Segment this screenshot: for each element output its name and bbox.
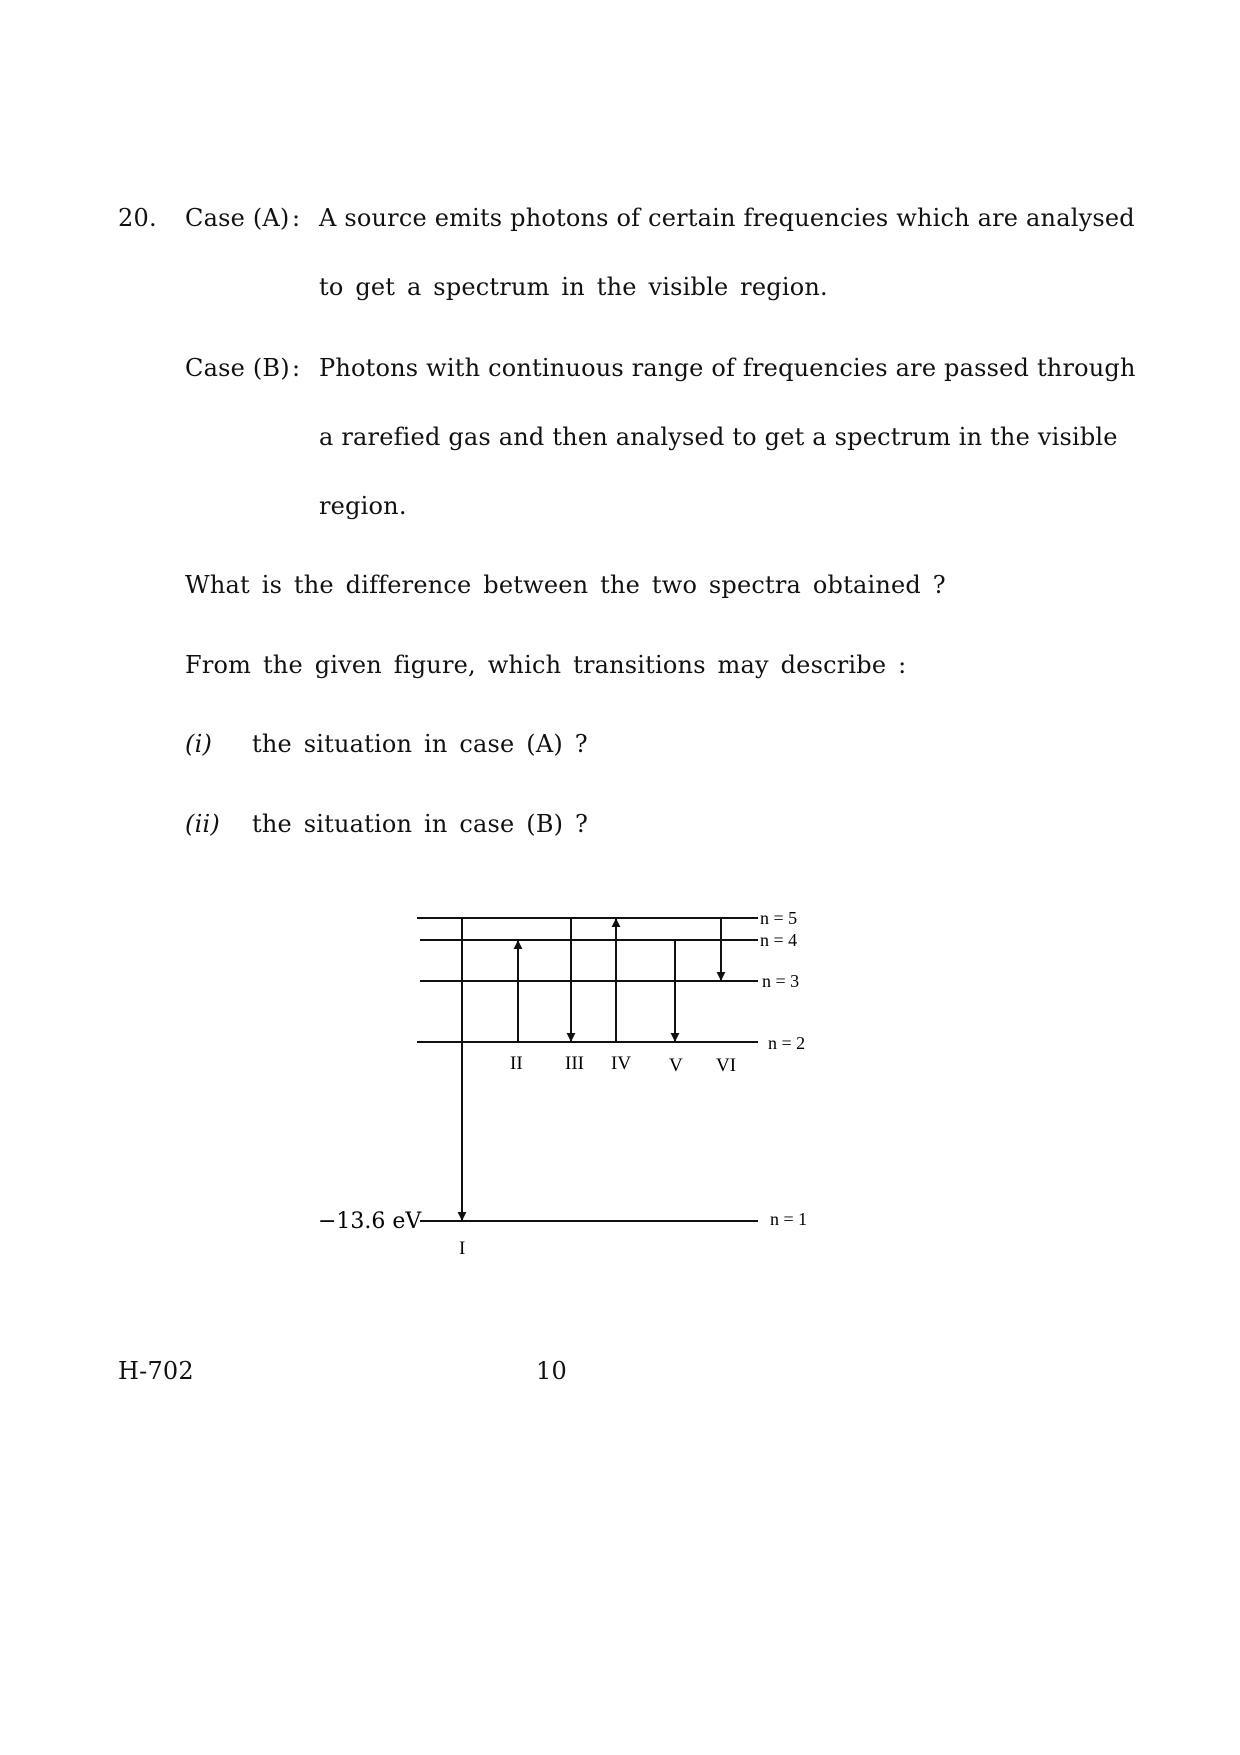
level-label-n3: n = 3 [762,971,800,991]
case-a-label: Case (A) [185,204,290,232]
page-number: 10 [536,1357,567,1385]
transition-label-iii: III [565,1053,584,1074]
case-a-colon: : [292,204,301,232]
case-b-label: Case (B) [185,354,290,382]
part-ii-marker: (ii) [185,810,220,838]
transition-label-ii: II [510,1053,523,1074]
transition-label-vi: VI [716,1055,737,1076]
level-label-n2: n = 2 [768,1033,806,1053]
prompt-transitions: From the given figure, which transitions may describe : [185,651,907,679]
part-ii-text: the situation in case (B) ? [252,810,589,838]
prompt-difference: What is the difference between the two spectra obtained ? [185,571,946,599]
question-number: 20. [118,204,157,232]
transition-label-iv: IV [611,1053,632,1074]
paper-code: H-702 [118,1357,194,1385]
level-label-n1: n = 1 [770,1209,808,1229]
case-b-line-3: region. [319,492,407,520]
case-b-line-2: a rarefied gas and then analysed to get a spectrum in the visible [319,423,1118,451]
part-i-text: the situation in case (A) ? [252,730,588,758]
case-a-line-2: to get a spectrum in the visible region. [319,273,828,301]
level-label-n4: n = 4 [760,930,798,950]
level-label-n5: n = 5 [760,908,798,928]
part-i-marker: (i) [185,730,213,758]
transition-label-i: I [459,1238,466,1259]
case-a-line-1: A source emits photons of certain frequencies which are analysed [319,204,1135,232]
ground-energy-label: −13.6 eV [318,1209,422,1234]
transition-label-v: V [669,1055,683,1076]
case-b-colon: : [292,354,301,382]
case-b-line-1: Photons with continuous range of frequencies are passed through [319,354,1136,382]
